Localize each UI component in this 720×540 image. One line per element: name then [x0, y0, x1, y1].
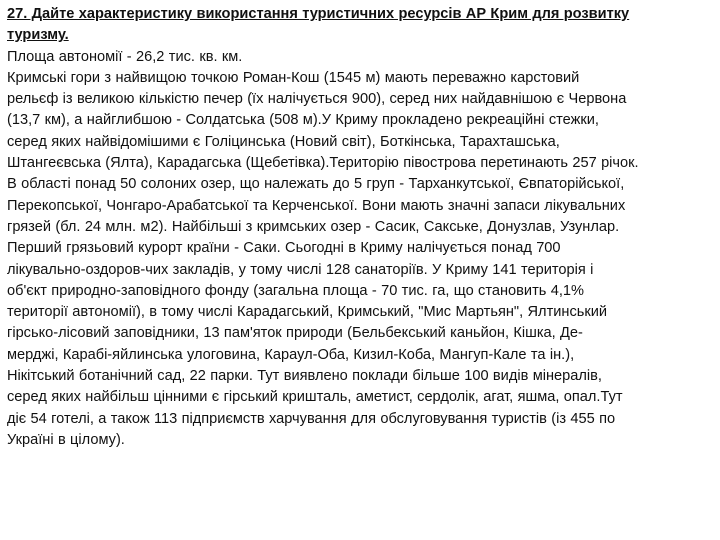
- body-line-19: Україні в цілому).: [7, 431, 125, 448]
- body-line-16: Нікітський ботанічний сад, 22 парки. Тут виявлено поклади більше 100 видів мінералів,: [7, 368, 602, 385]
- body-line-10: Перший грязьовий курорт країни - Саки. Сьогодні в Криму налічується понад 700: [7, 240, 561, 257]
- document-title-line-1: 27. Дайте характеристику використання туристичних ресурсів АР Крим для розвитку: [7, 6, 630, 22]
- body-line-6: Штангеєвська (Ялта), Карадагська (Щебетівка).Територію півострова перетинають 257 річок.: [7, 155, 639, 172]
- document-text: [7, 4, 713, 451]
- body-line-8: Перекопської, Чонгаро-Арабатської та Керченської. Вони мають значні запаси лікувальних: [7, 197, 626, 214]
- body-line-4: (13,7 км), а найглибшою - Солдатська (508 м).У Криму прокладено рекреаційні стежки,: [7, 112, 599, 129]
- body-line-18: діє 54 готелі, а також 113 підприємств харчування для обслуговування туристів (із 455 по: [7, 410, 616, 427]
- body-line-9: грязей (бл. 24 млн. м2). Найбільші з кримських озер - Сасик, Сакське, Донузлав, Узунлар.: [7, 218, 620, 235]
- body-line-15: мерджі, Карабі-яйлинська улоговина, Караул-Оба, Кизил-Коба, Мангуп-Кале та ін.),: [7, 346, 575, 363]
- body-line-13: території автономії), в тому числі Карадагський, Кримський, "Мис Мартьян", Ялтинський: [7, 304, 608, 321]
- body-line-5: серед яких найвідомішими є Голіцинська (Новий світ), Боткінська, Тарахташська,: [7, 133, 560, 150]
- body-line-3: рельєф із великою кількістю печер (їх налічується 900), серед них найдавнішою є Червона: [7, 91, 627, 108]
- body-line-11: лікувально-оздоров-чих закладів, у тому числі 128 санаторіїв. У Криму 141 територія і: [7, 261, 594, 278]
- body-line-7: В області понад 50 солоних озер, що належать до 5 груп - Тарханкутської, Євпаторійської,: [7, 176, 625, 193]
- body-line-14: гірсько-лісовий заповідники, 13 пам'яток природи (Бельбекський каньйон, Кішка, Де-: [7, 325, 583, 342]
- document-title-line-2: туризму.: [7, 27, 69, 44]
- body-line-12: об'єкт природно-заповідного фонду (загальна площа - 70 тис. га, що становить 4,1%: [7, 282, 584, 299]
- body-line-1: Площа автономії - 26,2 тис. кв. км.: [7, 48, 243, 65]
- body-line-17: серед яких найбільш цінними є гірський кришталь, аметист, сердолік, агат, яшма, опал.Тут: [7, 389, 623, 406]
- body-line-2: Кримські гори з найвищою точкою Роман-Кош (1545 м) мають переважно карстовий: [7, 69, 580, 86]
